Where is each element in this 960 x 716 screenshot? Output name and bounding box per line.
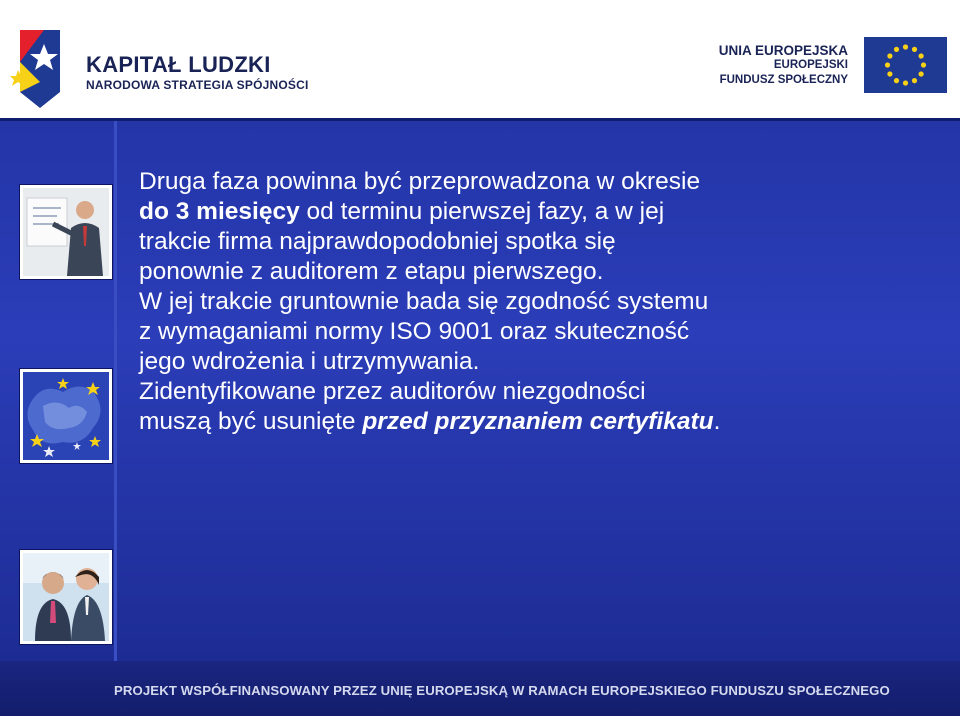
eu-flag-icon — [864, 37, 947, 93]
paragraph-3 — [139, 377, 939, 437]
business-people-photo — [20, 550, 112, 644]
para2-line1: W jej trakcie gruntownie bada się zgodność systemu — [139, 288, 709, 315]
kapital-ludzki-logo — [10, 22, 72, 110]
para1-line4: ponownie z auditorem z etapu pierwszego. — [139, 258, 604, 285]
divider-line — [114, 121, 117, 661]
eu-label-line2: EUROPEJSKI — [773, 59, 848, 71]
para3-line2: muszą być usunięte — [139, 408, 363, 435]
para1-emphasis: do 3 miesięcy — [139, 198, 300, 225]
para3-line1: Zidentyfikowane przez auditorów niezgodności — [139, 378, 646, 405]
paragraph-2 — [139, 287, 939, 377]
eu-map-stars-image — [20, 369, 112, 463]
para1-line2: od terminu pierwszej fazy, a w jej — [299, 198, 665, 225]
eu-label-line1: UNIA EUROPEJSKA — [718, 43, 848, 58]
para2-line2: z wymaganiami normy ISO 9001 oraz skuteczność — [139, 318, 690, 345]
footer-text: PROJEKT WSPÓŁFINANSOWANY PRZEZ UNIĘ EUROPEJSKĄ W RAMACH EUROPEJSKIEGO FUNDUSZU SPOŁECZNEGO — [114, 683, 890, 698]
logo-subtitle: NARODOWA STRATEGIA SPÓJNOŚCI — [86, 78, 309, 92]
para3-emphasis: przed przyznaniem certyfikatu — [362, 408, 714, 435]
para1-line1: Druga faza powinna być przeprowadzona w okresie — [139, 168, 701, 195]
slide-text — [139, 167, 939, 437]
para2-line3: jego wdrożenia i utrzymywania. — [139, 348, 480, 375]
header-bar — [0, 0, 960, 121]
footer-bar — [0, 661, 960, 716]
para1-line3: trakcie firma najprawdopodobniej spotka się — [139, 228, 616, 255]
logo-title: KAPITAŁ LUDZKI — [86, 52, 271, 77]
paragraph-1 — [139, 167, 939, 287]
eu-label — [719, 43, 848, 88]
eu-label-line3: FUNDUSZ SPOŁECZNY — [719, 74, 848, 86]
para3-end: . — [713, 408, 721, 435]
presentation-photo — [20, 185, 112, 279]
